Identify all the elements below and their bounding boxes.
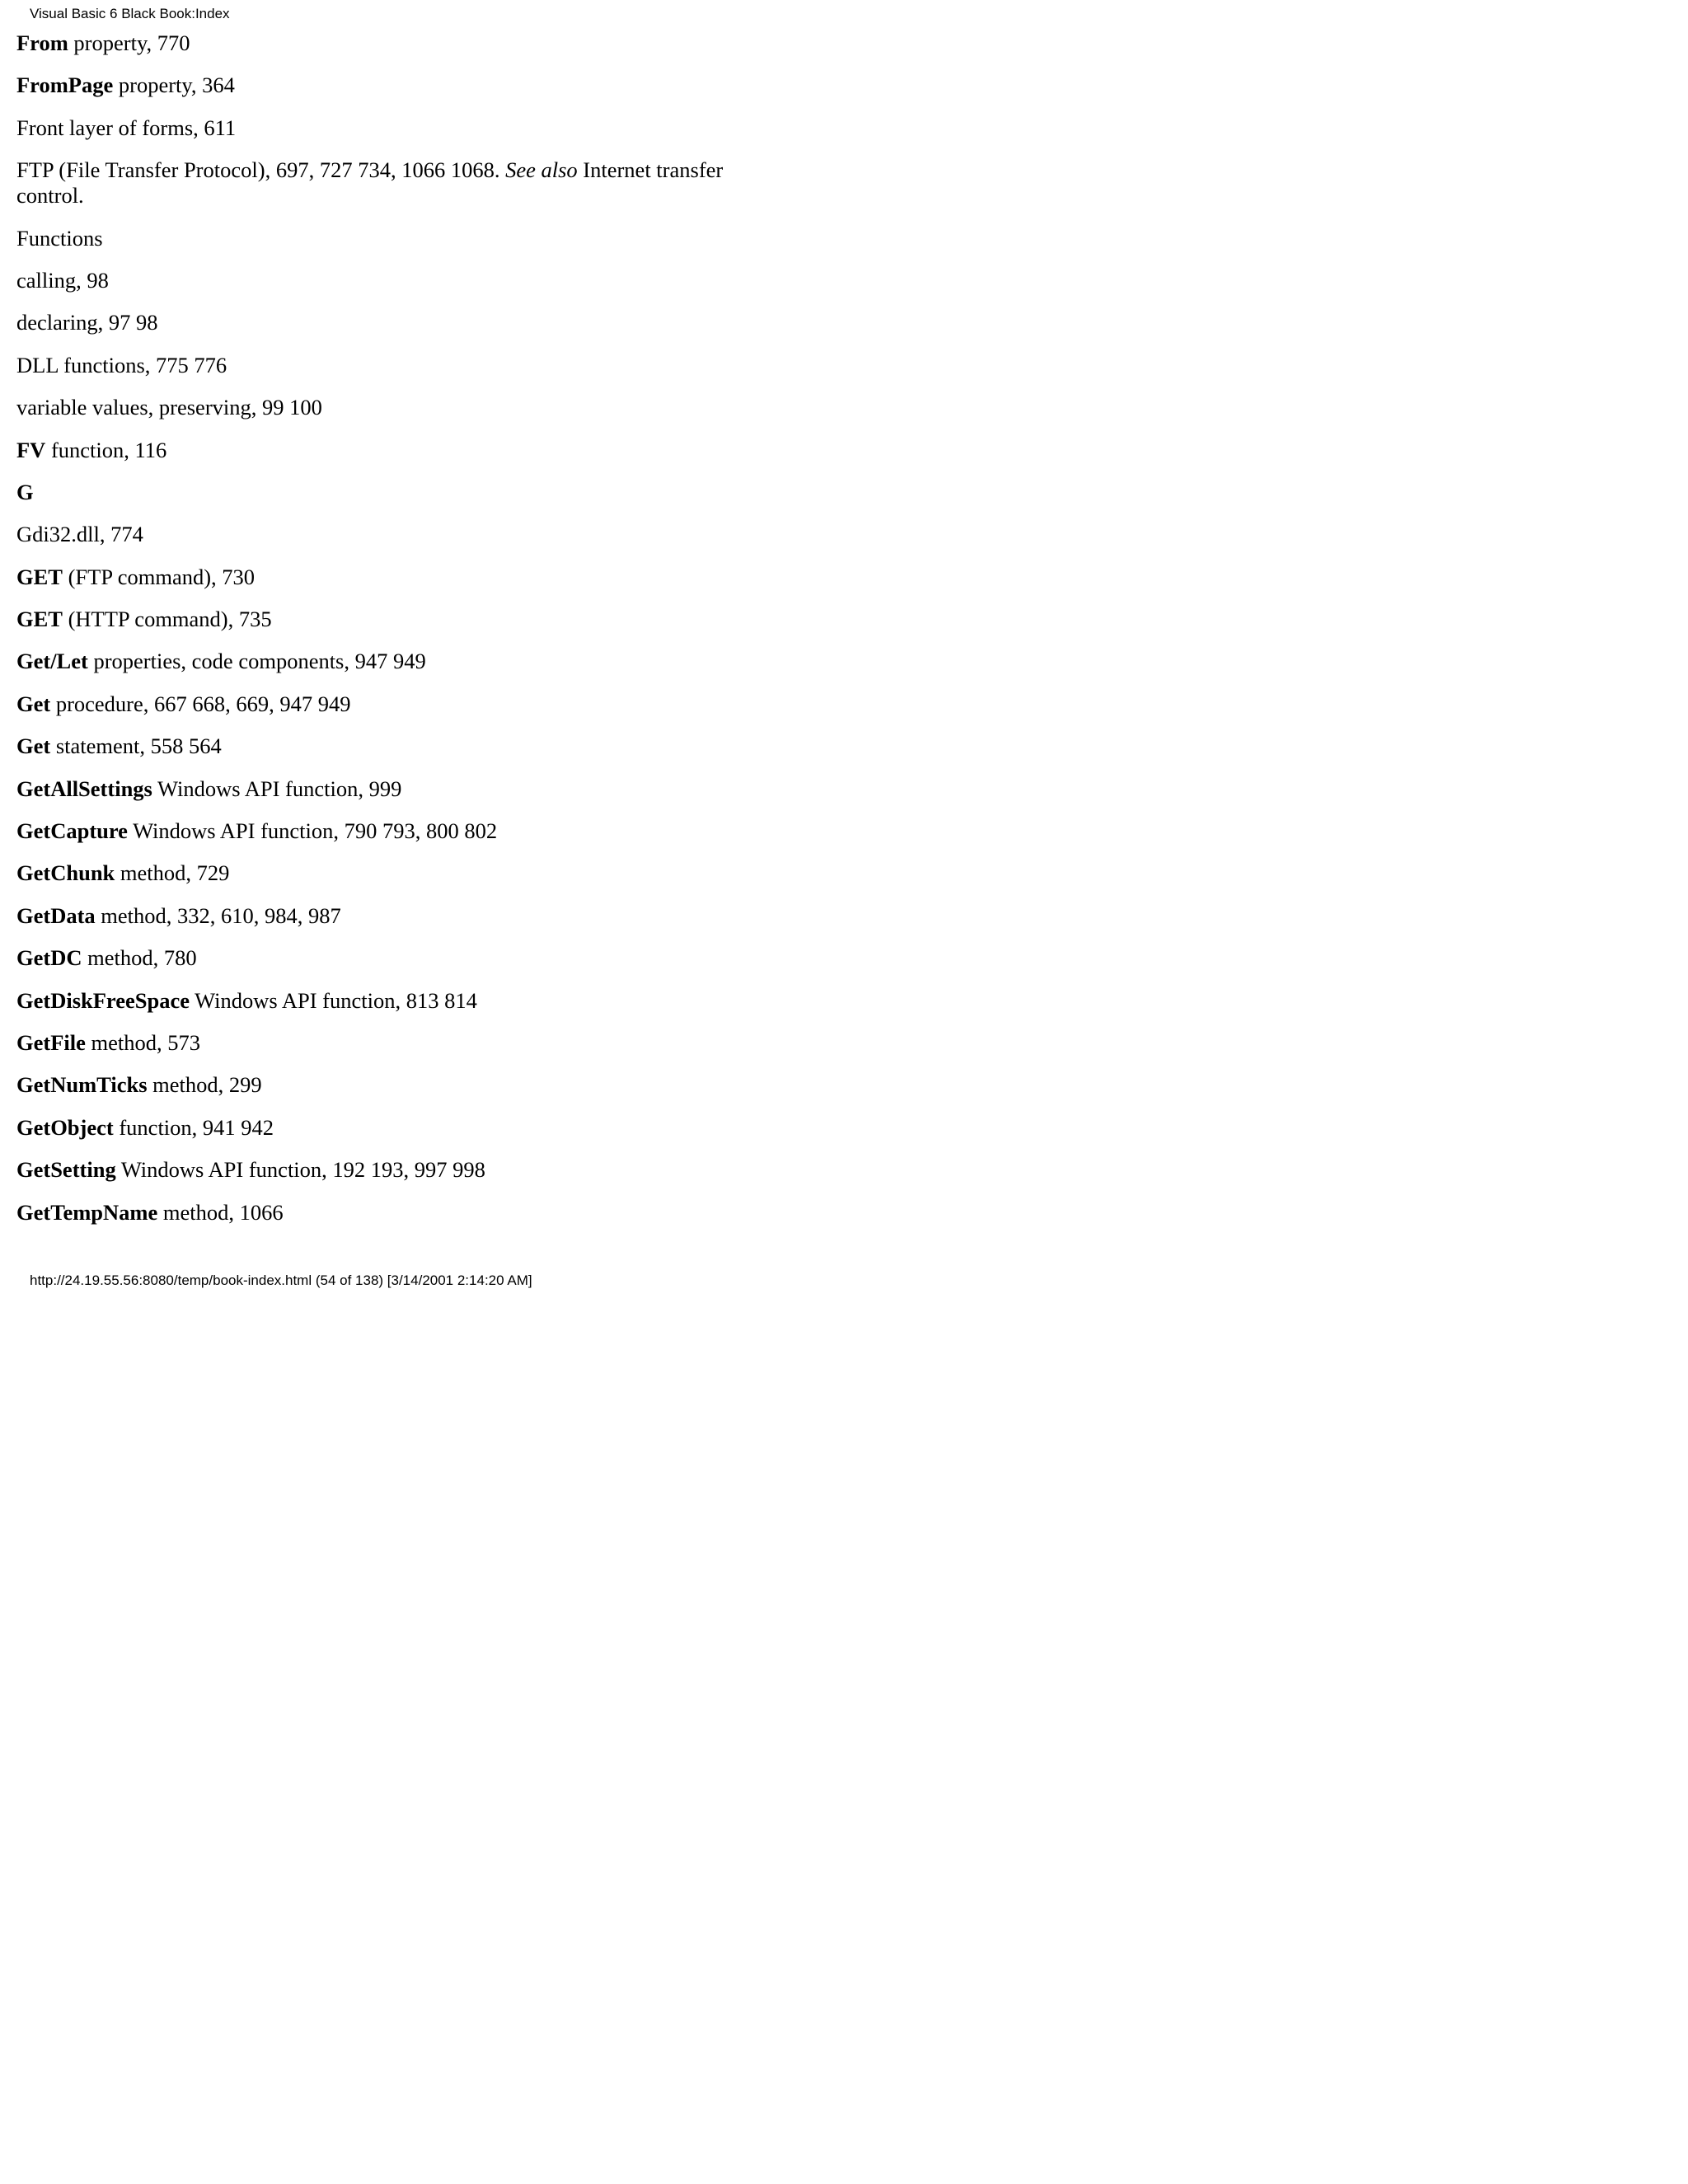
index-text: function, 941 942 <box>113 1114 274 1140</box>
index-term: GetCapture <box>16 818 128 844</box>
index-list <box>16 30 775 1242</box>
index-entry <box>16 649 775 674</box>
index-text: statement, 558 564 <box>50 733 222 759</box>
index-term: FV <box>16 437 46 462</box>
index-term: GetObject <box>16 1114 114 1140</box>
index-term: GetSetting <box>16 1157 116 1183</box>
index-entry <box>16 1072 775 1098</box>
index-entry <box>16 1030 775 1056</box>
index-text: variable values, preserving, 99 100 <box>16 395 322 420</box>
index-text: FTP (File Transfer Protocol), 697, 727 734, 1066 1068. <box>16 157 506 183</box>
index-entry <box>16 945 775 971</box>
see-also-text: See also <box>505 157 578 183</box>
index-term: Get/Let <box>16 649 88 674</box>
index-text: declaring, 97 98 <box>16 310 158 335</box>
index-entry <box>16 226 775 251</box>
index-text: Windows API function, 192 193, 997 998 <box>115 1157 485 1183</box>
index-text: Gdi32.dll, 774 <box>16 522 143 547</box>
index-term: GetFile <box>16 1029 86 1055</box>
page-footer: http://24.19.55.56:8080/temp/book-index.html (54 of 138) [3/14/2001 2:14:20 AM] <box>30 1272 532 1288</box>
index-entry <box>16 353 775 378</box>
index-text: method, 780 <box>82 945 197 971</box>
index-text: function, 116 <box>45 437 167 462</box>
index-entry <box>16 776 775 802</box>
index-term: GetDC <box>16 945 82 971</box>
index-text: Functions <box>16 225 103 251</box>
index-text: (FTP command), 730 <box>62 564 256 589</box>
index-term: Get <box>16 733 51 759</box>
index-text: calling, 98 <box>16 267 109 293</box>
index-text: method, 573 <box>85 1029 200 1055</box>
index-text: method, 332, 610, 984, 987 <box>95 902 341 928</box>
index-term: From <box>16 30 68 55</box>
index-text: Windows API function, 790 793, 800 802 <box>127 818 498 844</box>
section-letter <box>16 480 775 505</box>
index-term: FromPage <box>16 73 114 98</box>
index-entry <box>16 607 775 632</box>
index-entry <box>16 73 775 98</box>
index-entry <box>16 268 775 293</box>
index-text: property, 770 <box>68 30 190 55</box>
index-text-after: Internet transfer control. <box>16 157 724 209</box>
index-entry <box>16 1200 775 1226</box>
index-text: property, 364 <box>113 73 235 98</box>
index-term: GetChunk <box>16 860 115 886</box>
index-entry <box>16 988 775 1014</box>
index-entry <box>16 733 775 759</box>
index-text: Windows API function, 813 814 <box>190 987 477 1013</box>
index-entry <box>16 903 775 929</box>
index-term: GetAllSettings <box>16 776 152 801</box>
index-entry <box>16 565 775 590</box>
section-letter-heading: G <box>16 479 34 504</box>
page-header: Visual Basic 6 Black Book:Index <box>30 6 230 21</box>
index-entry <box>16 310 775 335</box>
index-entry <box>16 691 775 717</box>
index-text: Windows API function, 999 <box>152 776 402 801</box>
index-term: GET <box>16 607 63 632</box>
index-term: GetNumTicks <box>16 1072 148 1098</box>
index-entry <box>16 30 775 56</box>
index-entry <box>16 1157 775 1183</box>
index-entry <box>16 115 775 141</box>
index-text: method, 729 <box>115 860 230 886</box>
index-term: GetData <box>16 902 96 928</box>
index-term: Get <box>16 691 51 716</box>
index-term: GetDiskFreeSpace <box>16 987 190 1013</box>
index-entry <box>16 522 775 547</box>
index-entry <box>16 1115 775 1141</box>
index-text: Front layer of forms, 611 <box>16 115 237 140</box>
index-entry <box>16 818 775 844</box>
index-text: method, 1066 <box>157 1199 284 1225</box>
index-text: (HTTP command), 735 <box>62 607 272 632</box>
index-text: DLL functions, 775 776 <box>16 352 227 377</box>
index-entry <box>16 157 775 209</box>
index-term: GET <box>16 564 63 589</box>
index-entry <box>16 860 775 886</box>
index-entry <box>16 438 775 463</box>
index-text: procedure, 667 668, 669, 947 949 <box>50 691 351 716</box>
index-text: method, 299 <box>147 1072 262 1098</box>
index-term: GetTempName <box>16 1199 158 1225</box>
index-text: properties, code components, 947 949 <box>87 649 426 674</box>
index-entry <box>16 395 775 420</box>
